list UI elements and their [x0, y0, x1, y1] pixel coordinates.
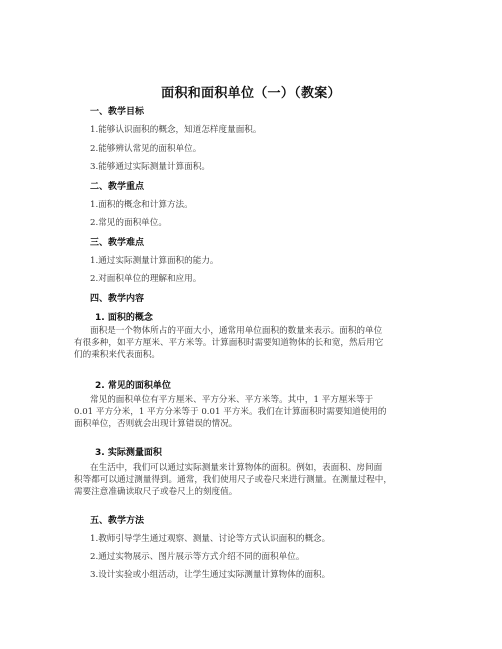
paragraph-line: 0.01 平方分米，1 平方分米等于 0.01 平方米。我们在计算面积时需要知道使用的 — [74, 406, 387, 417]
section-heading-goals: 一、教学目标 — [90, 107, 145, 117]
paragraph-line: 们的乘积来代表面积。 — [74, 349, 160, 360]
subsection-heading-measurement: 3. 实际测量面积 — [95, 448, 162, 458]
paragraph-line: 面积单位，否则就会出现计算错误的情况。 — [74, 418, 238, 429]
key-point-item-1: 1.面积的概念和计算方法。 — [90, 200, 193, 210]
paragraph-line: 需要注意准确读取尺子或卷尺上的刻度值。 — [74, 486, 238, 497]
method-item-3: 3.设计实验或小组活动，让学生通过实际测量计算物体的面积。 — [90, 570, 331, 580]
method-item-2: 2.通过实物展示、图片展示等方式介绍不同的面积单位。 — [90, 552, 305, 562]
paragraph-line: 有很多种，如平方厘米、平方米等。计算面积时需要知道物体的长和宽，然后用它 — [74, 337, 384, 348]
difficulty-item-1: 1.通过实际测量计算面积的能力。 — [90, 256, 219, 266]
paragraph-line: 常见的面积单位有平方厘米、平方分米、平方米等。其中，1 平方厘米等于 — [90, 395, 374, 405]
paragraph-line: 在生活中，我们可以通过实际测量来计算物体的面积。例如，表面积、房间面 — [90, 463, 383, 473]
section-heading-difficulties: 三、教学难点 — [90, 238, 145, 248]
goal-item-1: 1.能够认识面积的概念，知道怎样度量面积。 — [90, 125, 262, 135]
paragraph-line: 积等都可以通过测量得到。通常，我们使用尺子或卷尺来进行测量。在测量过程中， — [74, 474, 392, 485]
subsection-heading-common-units: 2. 常见的面积单位 — [95, 381, 171, 391]
section-heading-content: 四、教学内容 — [90, 294, 145, 304]
paragraph-measurement — [74, 463, 434, 498]
key-point-item-2: 2.常见的面积单位。 — [90, 218, 167, 228]
page-title: 面积和面积单位（一）（教案） — [161, 86, 341, 101]
subsection-heading-area-concept: 1. 面积的概念 — [95, 313, 153, 323]
difficulty-item-2: 2.对面积单位的理解和应用。 — [90, 274, 202, 284]
method-item-1: 1.教师引导学生通过观察、测量、讨论等方式认识面积的概念。 — [90, 534, 331, 544]
section-heading-key-points: 二、教学重点 — [90, 182, 145, 192]
paragraph-line: 面积是一个物体所占的平面大小，通常用单位面积的数量来表示。面积的单位 — [90, 326, 383, 336]
section-heading-methods: 五、教学方法 — [90, 516, 145, 526]
goal-item-2: 2.能够辨认常见的面积单位。 — [90, 144, 202, 154]
goal-item-3: 3.能够通过实际测量计算面积。 — [90, 162, 210, 172]
paragraph-area-concept — [74, 326, 434, 361]
paragraph-common-units — [74, 395, 434, 430]
